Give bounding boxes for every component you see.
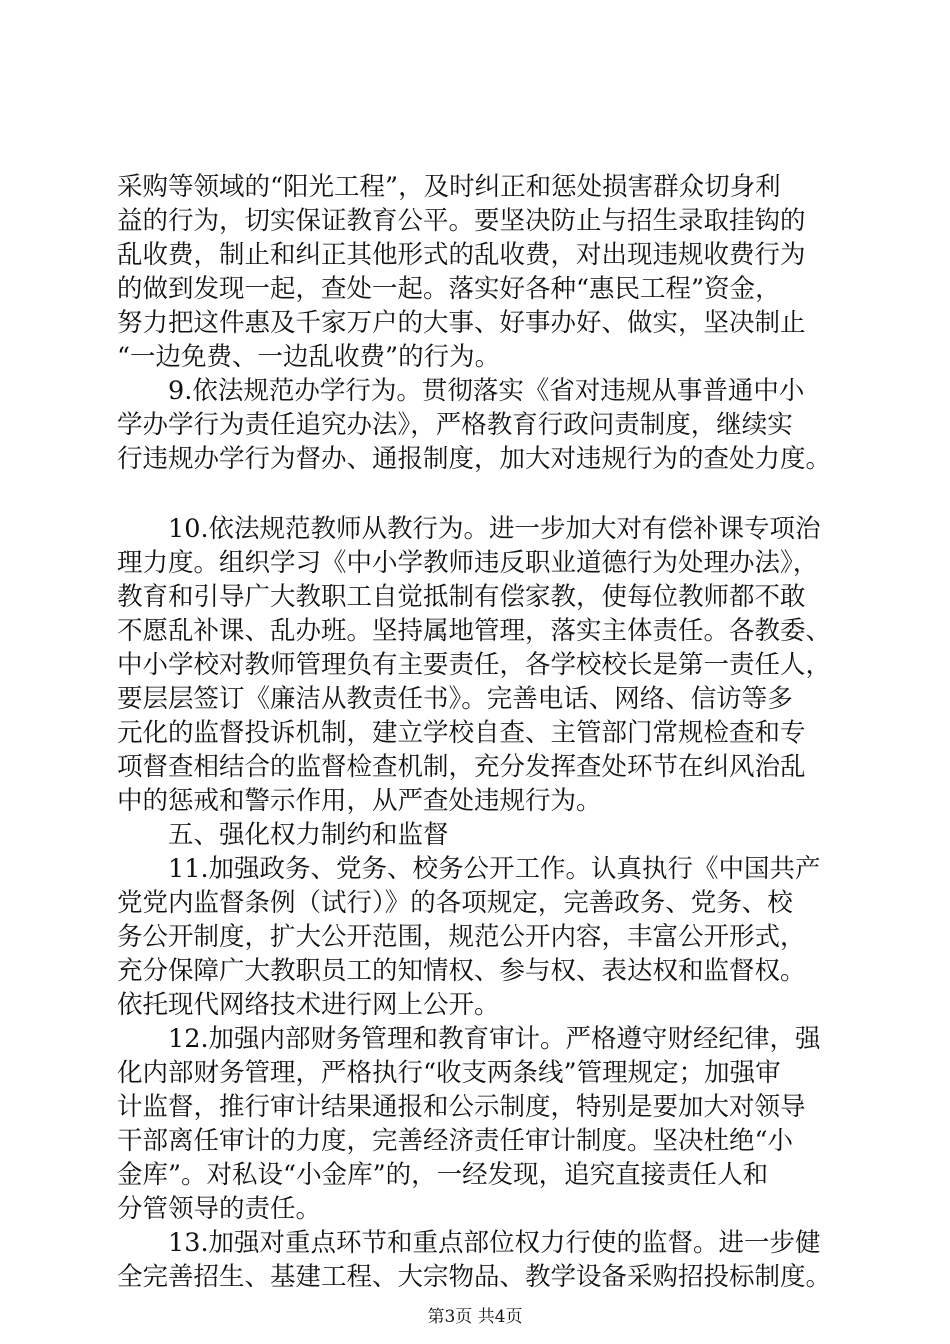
text-line: 教育和引导广大教职工自觉抵制有偿家教，使每位教师都不敢	[117, 582, 806, 612]
text-line: 中的惩戒和警示作用，从严查处违规行为。	[117, 786, 602, 816]
text-line: 理力度。组织学习《中小学教师违反职业道德行为处理办法》，	[117, 548, 819, 578]
text-line: 中小学校对教师管理负有主要责任，各学校校长是第一责任人，	[117, 650, 832, 680]
text-line: 11.加强政务、党务、校务公开工作。认真执行《中国共产	[117, 854, 821, 884]
text-line: 要层层签订《廉洁从教责任书》。完善电话、网络、信访等多	[117, 684, 793, 714]
text-line: 金库”。对私设“小金库”的，一经发现，追究直接责任人和	[117, 1160, 769, 1190]
text-line: 党党内监督条例（试行）》的各项规定，完善政务、党务、校	[117, 888, 793, 918]
text-line: 依托现代网络技术进行网上公开。	[117, 990, 500, 1020]
text-line: 9.依法规范办学行为。贯彻落实《省对违规从事普通中小	[117, 376, 805, 406]
text-line: 乱收费，制止和纠正其他形式的乱收费，对出现违规收费行为	[117, 240, 806, 270]
text-line: 不愿乱补课、乱办班。坚持属地管理，落实主体责任。各教委、	[117, 616, 832, 646]
text-line: 务公开制度，扩大公开范围，规范公开内容，丰富公开形式，	[117, 922, 806, 952]
text-line: “一边免费、一边乱收费”的行为。	[117, 342, 501, 372]
text-line: 采购等领域的“阳光工程”，及时纠正和惩处损害群众切身利	[117, 172, 781, 202]
text-line: 元化的监督投诉机制，建立学校自查、主管部门常规检查和专	[117, 718, 806, 748]
text-line: 13.加强对重点环节和重点部位权力行使的监督。进一步健	[117, 1228, 821, 1258]
text-line: 化内部财务管理，严格执行“收支两条线”管理规定；加强审	[117, 1058, 781, 1088]
text-line: 学办学行为责任追究办法》，严格教育行政问责制度，继续实	[117, 410, 793, 440]
text-line: 全完善招生、基建工程、大宗物品、教学设备采购招投标制度。	[117, 1262, 832, 1292]
text-line: 计监督，推行审计结果通报和公示制度，特别是要加大对领导	[117, 1092, 806, 1122]
text-line: 干部离任审计的力度，完善经济责任审计制度。坚决杜绝“小	[117, 1126, 794, 1156]
section-heading: 五、强化权力制约和监督	[117, 820, 449, 850]
text-line: 的做到发现一起，查处一起。落实好各种“惠民工程”资金，	[117, 274, 781, 304]
text-line: 12.加强内部财务管理和教育审计。严格遵守财经纪律，强	[117, 1024, 821, 1054]
text-line: 益的行为，切实保证教育公平。要坚决防止与招生录取挂钩的	[117, 206, 806, 236]
text-line: 行违规办学行为督办、通报制度，加大对违规行为的查处力度。	[117, 444, 832, 474]
text-line: 充分保障广大教职员工的知情权、参与权、表达权和监督权。	[117, 956, 806, 986]
page-number-footer: 第3页 共4页	[427, 1307, 523, 1327]
text-line: 分管领导的责任。	[117, 1194, 322, 1224]
text-line: 项督查相结合的监督检查机制，充分发挥查处环节在纠风治乱	[117, 752, 806, 782]
text-line: 努力把这件惠及千家万户的大事、好事办好、做实，坚决制止	[117, 308, 806, 338]
text-line: 10.依法规范教师从教行为。进一步加大对有偿补课专项治	[117, 514, 821, 544]
